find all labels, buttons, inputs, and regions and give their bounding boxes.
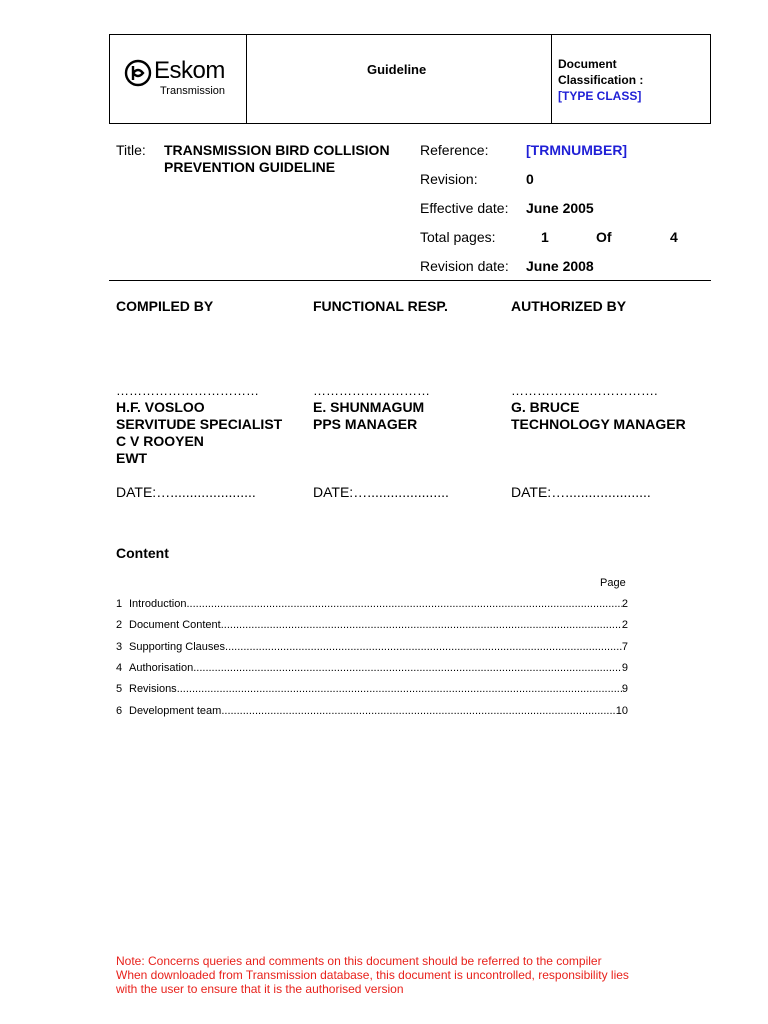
title-label: Title: <box>116 142 146 158</box>
toc-number: 5 <box>116 683 123 695</box>
reference-value: [TRMNUMBER] <box>526 142 628 158</box>
revision-date-value: June 2008 <box>526 258 594 274</box>
classification-label: Classification : <box>558 73 644 87</box>
eskom-emblem-icon <box>124 59 152 87</box>
toc-title: Introduction <box>129 598 187 610</box>
uncontrolled-note <box>116 954 629 996</box>
toc-entry[interactable] <box>116 619 628 635</box>
signature-line: …………………………… <box>116 383 259 398</box>
toc-entry[interactable] <box>116 683 628 699</box>
toc-leader <box>221 619 622 631</box>
toc-page: 2 <box>621 619 628 631</box>
toc-number: 6 <box>116 705 123 717</box>
toc-title: Supporting Clauses <box>129 641 226 653</box>
note-line: with the user to ensure that it is the authorised version <box>116 982 404 996</box>
effective-date-label: Effective date: <box>420 200 509 216</box>
toc-number: 2 <box>116 619 123 631</box>
title-line: TRANSMISSION BIRD COLLISION <box>164 142 390 158</box>
page-title <box>164 142 390 176</box>
effective-date-value: June 2005 <box>526 200 594 216</box>
logo-wordmark: Eskom <box>154 57 225 84</box>
authorized-by-heading: AUTHORIZED BY <box>511 298 627 314</box>
revision-value: 0 <box>526 171 534 187</box>
reference-label: Reference: <box>420 142 489 158</box>
toc-leader <box>193 662 622 674</box>
date-field: DATE:…..................... <box>313 484 449 500</box>
toc-page: 7 <box>621 641 628 653</box>
date-field: DATE:…...................... <box>116 484 256 500</box>
total-pages-value: 1 <box>541 229 549 245</box>
of-value: 4 <box>670 229 678 245</box>
toc-leader <box>186 598 621 610</box>
document-type: Guideline <box>367 62 427 77</box>
toc-leader <box>221 705 615 717</box>
signatory-line: E. SHUNMAGUM <box>313 399 425 415</box>
signatory-line: C V ROOYEN <box>116 433 204 449</box>
functional-resp-names <box>313 399 424 433</box>
functional-resp-heading: FUNCTIONAL RESP. <box>313 298 448 314</box>
toc-entry[interactable] <box>116 598 628 614</box>
toc-title: Development team <box>129 705 222 717</box>
signatory-line: PPS MANAGER <box>313 416 418 432</box>
compiled-by-names <box>116 399 282 467</box>
toc-title: Document Content <box>129 619 221 631</box>
signatory-line: EWT <box>116 450 148 466</box>
signatory-line: G. BRUCE <box>511 399 580 415</box>
toc-number: 3 <box>116 641 123 653</box>
toc-page: 9 <box>621 662 628 674</box>
date-field: DATE:…...................... <box>511 484 651 500</box>
toc-number: 4 <box>116 662 123 674</box>
title-line: PREVENTION GUIDELINE <box>164 159 336 175</box>
toc-page: 10 <box>615 705 628 717</box>
toc-page: 9 <box>621 683 628 695</box>
of-label: Of <box>596 229 612 245</box>
revision-date-label: Revision date: <box>420 258 509 274</box>
toc-entry[interactable] <box>116 705 628 721</box>
toc-entry[interactable] <box>116 641 628 657</box>
classification-block <box>558 56 643 104</box>
eskom-logo <box>124 58 234 98</box>
toc-leader <box>177 683 622 695</box>
signatory-line: SERVITUDE SPECIALIST <box>116 416 283 432</box>
section-divider <box>109 280 711 281</box>
signature-line: ……………………… <box>313 383 430 398</box>
toc-title: Revisions <box>129 683 177 695</box>
toc-title: Authorisation <box>129 662 194 674</box>
total-pages-label: Total pages: <box>420 229 496 245</box>
signatory-line: TECHNOLOGY MANAGER <box>511 416 686 432</box>
revision-label: Revision: <box>420 171 478 187</box>
header-divider <box>551 34 552 124</box>
logo-subtitle: Transmission <box>160 85 225 97</box>
signatory-line: H.F. VOSLOO <box>116 399 205 415</box>
note-line: Note: Concerns queries and comments on this document should be referred to the compiler <box>116 954 602 968</box>
authorized-by-names <box>511 399 686 433</box>
compiled-by-heading: COMPILED BY <box>116 298 214 314</box>
toc-entry[interactable] <box>116 662 628 678</box>
classification-label: Document <box>558 57 617 71</box>
toc-page-label: Page <box>600 577 626 589</box>
content-heading: Content <box>116 545 169 561</box>
toc-leader <box>225 641 622 653</box>
classification-value: [TYPE CLASS] <box>558 89 642 103</box>
note-line: When downloaded from Transmission database, this document is uncontrolled, responsibility lies <box>116 968 629 982</box>
toc-page: 2 <box>621 598 628 610</box>
signature-line: ……………………………. <box>511 383 658 398</box>
header-divider <box>246 34 247 124</box>
toc-number: 1 <box>116 598 123 610</box>
